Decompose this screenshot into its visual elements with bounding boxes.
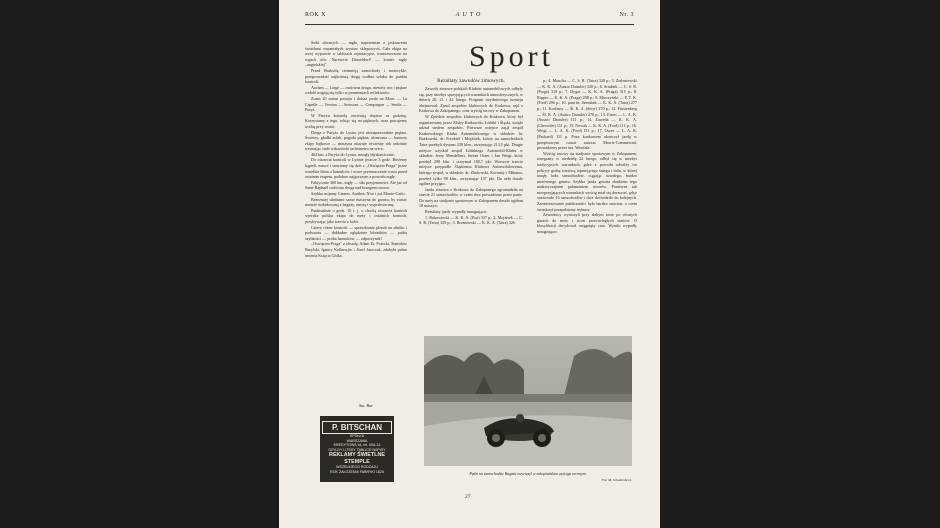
paragraph: Setki ulicznych — mgło, naprzemian z jaskrawemi światłami wspaniałych wystaw sklepowych. Cała ekipa na owej wyprawie w tablicach orjentacyjne, rozmieszczone na rogach ulic. Nareszcie Düsseldorf! — koniec mgły ,,angielskiej". — [305, 40, 407, 68]
paragraph: Zawody zimowe polskich Klubów automobilowych odbyły się, przy niezbyt sprzyjających warunkach atmosferycznych, w dniach 20, 21 i 22 lutego. Program trzydniowego turnieju obejmował: Zjazd zespołów klubowych do Krakowa, rajd z Krakowa do Zakopanego, oraz wyścig torowy w Zakopanem. — [419, 86, 523, 114]
paragraph: Zawodnicy wyruszyli przy słabym torze po równych gazach do mety i stron przeciwległych startów. O klasyfikacji decydował osiągnięty czas. Wyniki wypadły następująco: — [537, 212, 637, 235]
page-number: 27 — [465, 494, 471, 500]
paragraph: Faktycznie 300 km. mgły — siła przyjemności. Ale już od Saint-Raphaël cudowna droga nad brzegiem morza. — [305, 179, 407, 191]
photo-credit: Fot. M. Schabenbeck. — [601, 478, 632, 482]
ad-line: ROK ZAŁOŻENIA FABRYKI 1828 — [330, 469, 384, 474]
running-header — [305, 10, 634, 22]
paragraph: Jazda zimowa z Krakowa do Zakopanego zgromadziła na starcie 21 samochodów, w czem dwa prowadzone przez panie. Do mety na stadjonie sportowym w Zakopanem doszło ogółem 18 maszyn. — [419, 186, 523, 209]
paragraph: ,,Oświęcim-Praga" z obsadą: Adam Er. Potocki, Stanisław Barylski, Ignacy Kolbuszjio i Józef Jaszczak, zdobyła puhar imienia Księcia Ghika. — [305, 241, 407, 258]
advertisement — [320, 416, 394, 482]
ad-company-name: P. BITSCHAN — [322, 421, 392, 434]
paragraph: W Zjeździe zespołów klubowych do Krakowa, który był organizowany przez Kluby Krakowski, Łódzki i Śląski, wzięło udział siedem zespołów. Pierwsze miejsce zajął zespół Krakowskiego Klubu Automobilowego w składzie: hr. Bożkowski, dr. Freokiel i Mojżisek, którzy na samochodach Tatra przebyli dystans 238 klm., otrzymując 213,5 pkt. Drugie miejsce uzyskał zespół Łódzkiego Automobil-Klubu w składzie: Jerzy Mendelbert, Stefan Oszer i Jan Weigt, który przebył 290 klm. i otrzymał 180,7 pkt. Wreszcie trzecie miejsce przypadło Śląskiemu Klubowi Automobilowemu, którego zespół, w składzie: dr. Zbińowski, Kornatty i Mikutus, przebył tylko 98 klm., otrzymując 137 pkt. Do zeła dosale ogólne przyjęto. — [419, 113, 523, 187]
paragraph: Droga z Paryża do Lyonu jest niezaprzeczalnie piękna. Świetny, gładki asfalt, pogoda piękna, słoneczna — humory ekipy bajkowe — maszyna okazuje rówieśny rok radośnie trzymając stałe wskazówki tachometru na setce. — [305, 129, 407, 152]
race-car-photo — [424, 336, 632, 466]
paragraph: Do otwarcia kontroli w Lyonie jeszcze 3 godz. Bieżemy kąpieli, maszć i stawiamy się dziś z ,,Oświęcim-Praga" przez wszelkie błota a kamulców i nowe przeznaczenie wozu przed ostatnim etapem, podobno najgorszym a powodu mgły. — [305, 157, 407, 180]
paragraph: W Paryżu kontrolę otwierają dopiero za godzinę. Korzystamy z tego, robiąc się na pięknych, oraz pracujemy trochę przy wozie. — [305, 112, 407, 129]
ad-line: SZYLDY LITERY TABLICE NAPISY — [328, 447, 386, 452]
paragraph: Rezultaty jazdy wypadły następująco: — [425, 209, 488, 215]
author-signature: Sta. Bar. — [359, 403, 374, 408]
photo-illustration — [424, 336, 632, 466]
ad-line: STEMPLE — [344, 458, 370, 465]
header-issue: Nr. 3 — [619, 12, 634, 18]
magazine-page — [279, 0, 660, 528]
photo-caption: Pędzi na samochodzie Bugatti zwycięzyl w zakopiańskim wyścigu torowym. — [469, 472, 587, 476]
background-right — [660, 0, 940, 528]
paragraph: Przed Brukselą ciemnieją samochody i motocykle, przeprowadzić najkrótszą drogę wzdłuż szlaku do punktu kontroli. — [305, 67, 407, 85]
ad-line: SPÓŁKA — [349, 434, 365, 438]
paragraph: p.; 4. Moucka — C. S. R. (Tatra) 320 p.; 5. Zieleniewski — K. K. A. (Austro Daimler) 320 p.; 6. Srnabek — C. S. R. (Praga) 318 p.; 7. Dygat — K. K. A. (Praga) 315 p.; 8. Ripper — K. K. A. (Praga) 298 p.; 9. Mieczyński — P. T. K. (Ford) 296 p.; 10. pani hr. Szembek — K. K. A. (Tatra) 277 p.; 11. Korfanty — Śl. K. A. (Steyr) 270 p.; 12. Fürstenberg — Śl. K. A. (Austro Daimler) 270 p.; 13. Eisert — L. A. K. (Austro Daimler) 111 p.; 14. Zaweda — K. K. A. (Chevrolet) 111 p.; 15. Nowak — K. K. A. (Ford) 111 p.; 16. Weigt — L. A. K. (Ford) 111 p.; 17. Oszer — L. A. K. (Packard) 111 p. Poza konkursem ukończył jazdę w przepisowym czasie autocar Morris-Commercial, prowadzony przez inż. Westfala. — [537, 78, 637, 151]
paragraph: Bezeznaej silnikami samo maszyna do garażu, by zostać narazie rozładowaną z bagaży, umytą i wypolerowaną. — [305, 196, 407, 208]
article-column-middle — [419, 86, 523, 336]
article-subtitle: Rezultaty zawodów zimowych. — [437, 78, 505, 84]
paragraph: Punktualnie o godz. 10 t. j. o chwilą otwarcia kontroli wjeżdża polska ekipa do mety i ostatnich kontroli, przybywając jako trzecia z kolei. — [305, 207, 407, 224]
paragraph: Cztery różne kontrole — sprawdzanie plomb na silniku i podwoziu — dokładne oględzinie błotników — próba szybkości — próba hamulców — odpoczynek! — [305, 224, 407, 241]
paragraph: 462 km. z Paryża do Lyonu, minęły błyskawicznie. — [311, 151, 395, 157]
section-title: Sport — [469, 40, 555, 73]
paragraph: Zrana 20 minut postoju i dalsza jazda na Mons — La Capelle — Vervins — Soissons — Compiegne — Senlis — Paryż. — [305, 95, 407, 113]
header-volume: ROK X — [305, 12, 327, 18]
ad-line: REKLAMY ŚWIETLNE — [329, 452, 385, 459]
ad-line: WARSZAWA — [346, 438, 368, 443]
paragraph: Wyścig torowy na stadjonie sportowym w Zakopanem, rozegrany w niedzielę 22 lutego, odbył się w niezbyt tradycyjnych warunkach, gdyż z powodu odwilży tor pokryty grubą warstwą topniejącego śniegu i lodu, w której tonęły koła samochodów, ciągając twardego, bardzo nierównego gruntu. Szybka jazda grozita skutkiem tego nadzwyczajnem połamaniem resorów. Ponieważ tak nieoprzyjających warunkach wyścig miał się dorzucać, gdyż startowało 16 samochodów i dwa dochodziło do kolejnych. Zainteresowanie publiczności było bardzo znaczne, o czem świadczył przepełniony trybuny. — [537, 150, 637, 212]
article-column-right — [537, 78, 637, 333]
ad-line: WSZELKIEGO RODZAJU — [336, 465, 378, 470]
paragraph: 1. Bukowiecki — K. K. A. (Fiat) 337 p.; 2. Mojżisek — C. S. R. (Tatra) 329 p.; 3. Broniowski — K. K. A. (Tatra) 326 — [419, 214, 523, 226]
article-column-left — [305, 40, 407, 412]
background-left — [0, 0, 279, 528]
header-rule — [305, 24, 634, 25]
paragraph: Aachen — Liege — cudowna droga, niestety noc i piękne widoki migają się tylko w promieniach reflektorów. — [305, 84, 407, 96]
header-magazine-name: AUTO — [455, 12, 484, 18]
ad-line: KREDYTOWA 16, tel. 606-13 — [333, 443, 381, 448]
paragraph: Szybko mijamy Cannes, Antibes, Nice i już Monte-Carlo. — [311, 191, 406, 197]
